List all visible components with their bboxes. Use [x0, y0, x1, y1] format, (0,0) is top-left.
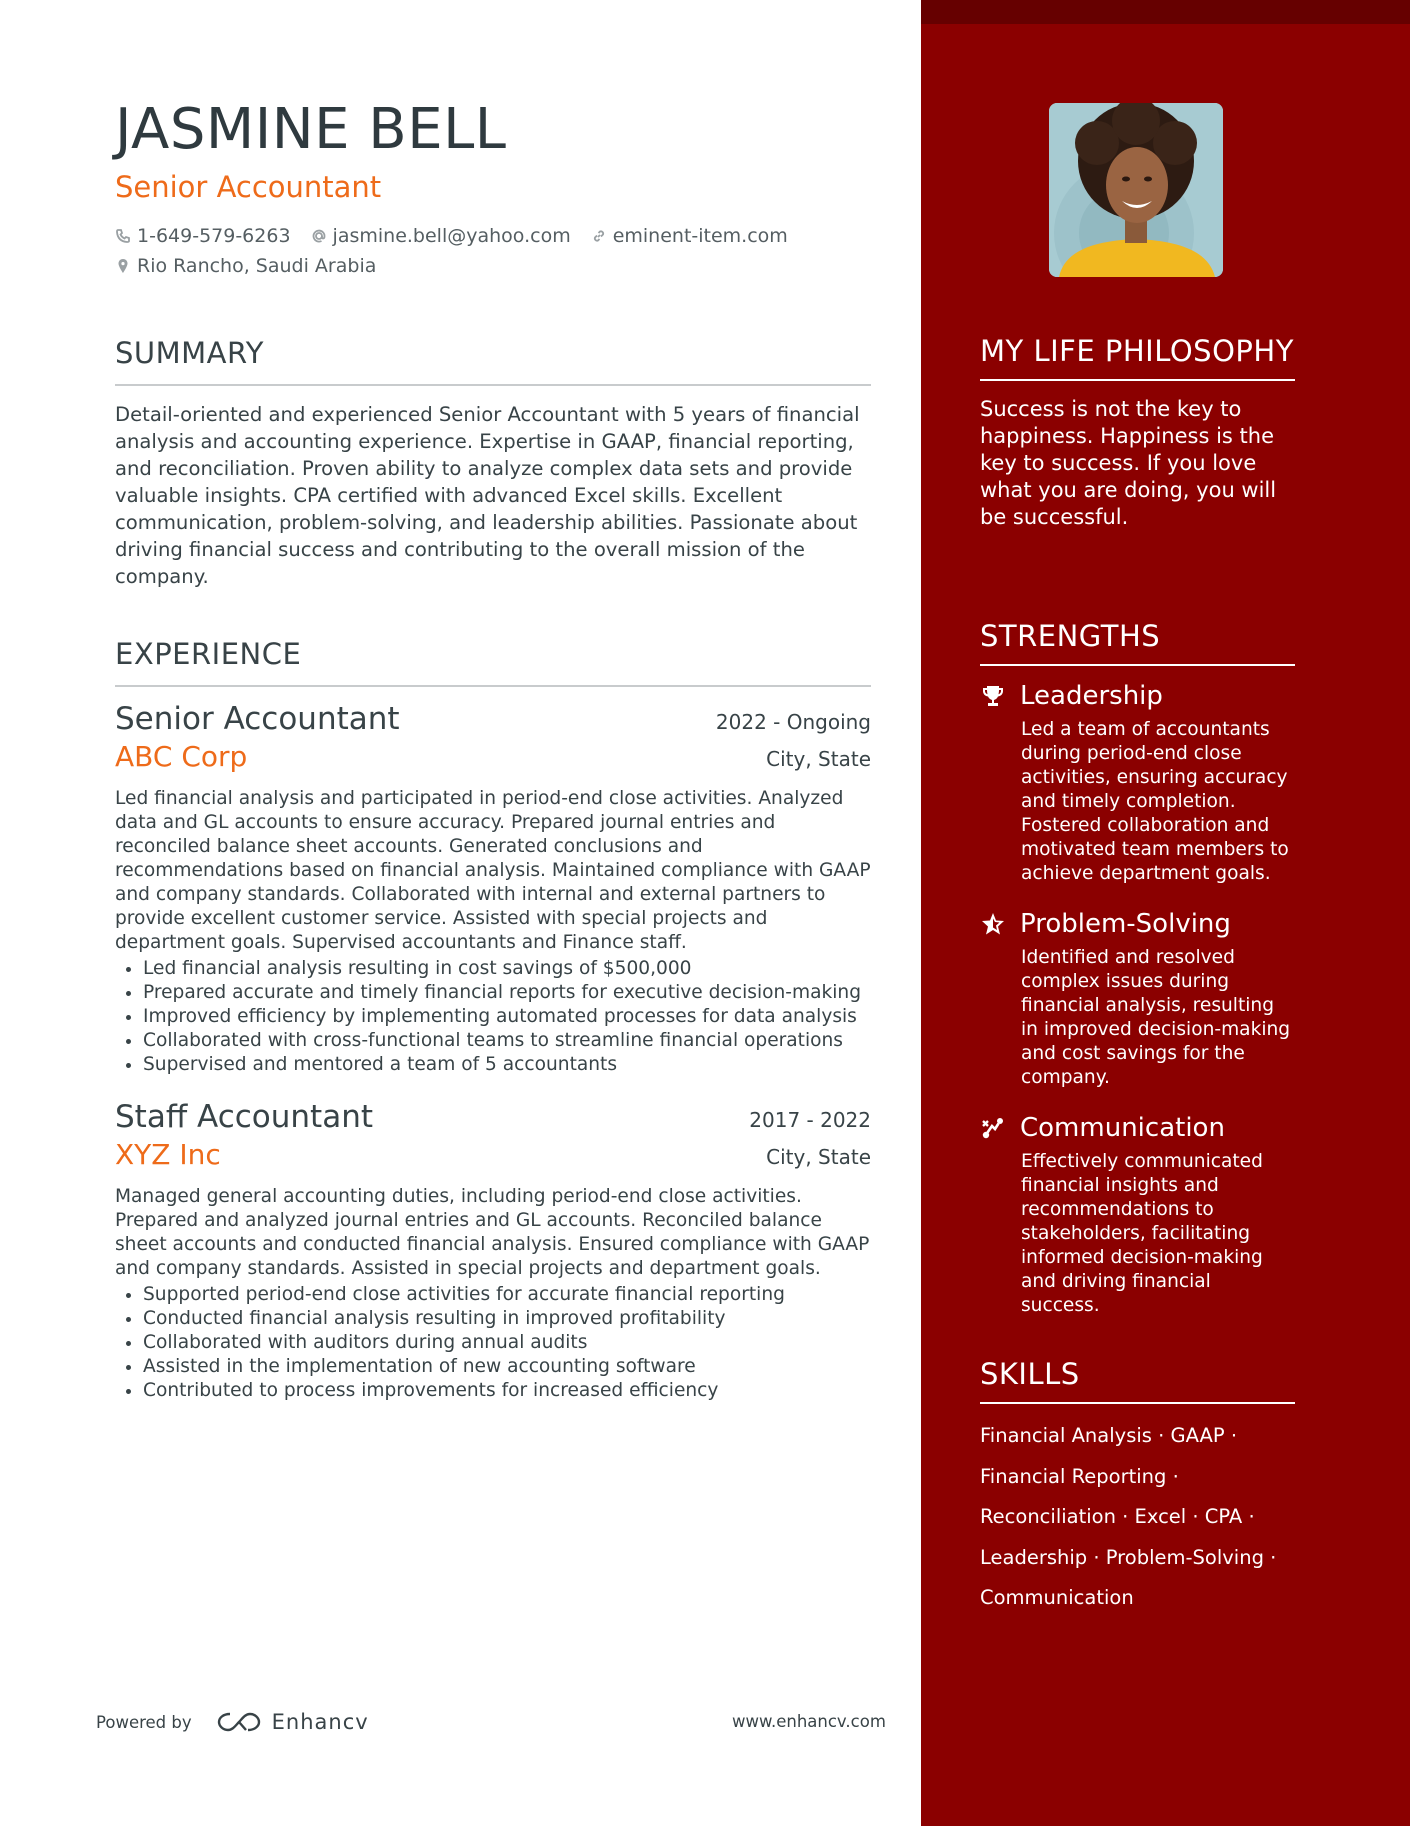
achievement-item: • Supervised and mentored a team of 5 accountants [143, 1053, 871, 1077]
experience-section [115, 636, 871, 1403]
profile-photo-illustration [1049, 103, 1223, 277]
strength-item [980, 1112, 1295, 1318]
philosophy-heading: MY LIFE PHILOSOPHY [980, 334, 1294, 368]
experience-divider [115, 685, 871, 687]
job-title: Senior Accountant [115, 701, 400, 737]
sidebar-top-band [921, 0, 1410, 24]
powered-by-label: Powered by [96, 1712, 192, 1732]
phone-text: 1-649-579-6263 [137, 225, 291, 247]
skills-section [980, 1356, 1295, 1619]
enhancv-logo-icon [216, 1710, 262, 1734]
achievement-item: • Prepared accurate and timely financial reports for executive decision-making [143, 981, 871, 1005]
location-item [115, 251, 376, 281]
skills-line: Financial Analysis · GAAP · [980, 1424, 1238, 1447]
skills-line: Communication [980, 1586, 1134, 1609]
phone-icon [115, 228, 131, 244]
strength-description: Led a team of accountants during period-end close activities, ensuring accuracy and timely completion. Fostered collaboration and motivated team members to achieve department goals. [1021, 719, 1289, 884]
trophy-icon [980, 683, 1006, 709]
link-icon [591, 228, 607, 244]
email-item[interactable] [311, 221, 571, 251]
job-location: City, State [766, 747, 871, 771]
achievement-item: • Improved efficiency by implementing automated processes for data analysis [143, 1005, 871, 1029]
contact-info [115, 221, 871, 281]
footer-url[interactable]: www.enhancv.com [732, 1712, 886, 1731]
enhancv-logo[interactable] [216, 1710, 369, 1734]
strengths-divider [980, 664, 1295, 666]
enhancv-logo-text: Enhancv [271, 1710, 369, 1734]
strength-item [980, 908, 1295, 1090]
strengths-section [980, 618, 1295, 1318]
job-achievements [115, 957, 871, 1077]
strength-item [980, 680, 1295, 886]
job-entry [115, 699, 871, 1077]
job-location: City, State [766, 1145, 871, 1169]
location-pin-icon [115, 258, 131, 274]
sidebar [921, 0, 1410, 1826]
job-description: Led financial analysis and participated in period-end close activities. Analyzed data and GL accounts to ensure accuracy. Prepared journal entries and reconciled balance sheet accounts. Generated conclusions and recommendations based on financial analysis. Maintained compliance with GAAP and company standards. Collaborated with internal and external partners to provide excellent customer service. Assisted with special projects and department goals. Supervised accountants and Finance staff. [115, 788, 871, 953]
achievement-item: • Assisted in the implementation of new accounting software [143, 1355, 871, 1379]
achievement-item: • Collaborated with auditors during annual audits [143, 1331, 871, 1355]
website-item[interactable] [591, 221, 788, 251]
skills-heading: SKILLS [980, 1357, 1080, 1391]
skills-list [980, 1416, 1295, 1619]
achievement-item: • Conducted financial analysis resulting in improved profitability [143, 1307, 871, 1331]
skills-divider [980, 1402, 1295, 1404]
achievement-item: • Collaborated with cross-functional teams to streamline financial operations [143, 1029, 871, 1053]
skills-line: Reconciliation · Excel · CPA · [980, 1505, 1255, 1528]
philosophy-section [980, 333, 1295, 531]
strength-description: Effectively communicated financial insights and recommendations to stakeholders, facilitating informed decision-making and driving financial success. [1021, 1151, 1263, 1316]
footer-branding [96, 1710, 369, 1734]
philosophy-text: Success is not the key to happiness. Happiness is the key to success. If you love what you are doing, you will be successful. [980, 397, 1277, 529]
strength-description: Identified and resolved complex issues during financial analysis, resulting in improved decision-making and cost savings for the company. [1021, 947, 1291, 1088]
summary-heading: SUMMARY [115, 336, 265, 370]
strength-name: Communication [1020, 1113, 1225, 1143]
website-text[interactable]: eminent-item.com [612, 225, 788, 247]
profile-photo [1049, 103, 1223, 277]
job-title: Staff Accountant [115, 1099, 374, 1135]
candidate-title: Senior Accountant [115, 170, 382, 204]
job-achievements [115, 1283, 871, 1403]
summary-text: Detail-oriented and experienced Senior Accountant with 5 years of financial analysis and accounting experience. Expertise in GAAP, financial reporting, and reconciliation. Proven ability to analyze complex data sets and provide valuable insights. CPA certified with advanced Excel skills. Excellent communication, problem-solving, and leadership abilities. Passionate about driving financial success and contributing to the overall mission of the company. [115, 403, 860, 588]
star-icon [980, 911, 1006, 937]
email-text[interactable]: jasmine.bell@yahoo.com [332, 225, 571, 247]
skills-line: Leadership · Problem-Solving · [980, 1545, 1277, 1569]
route-icon [980, 1115, 1006, 1141]
at-icon [311, 228, 327, 244]
experience-heading: EXPERIENCE [115, 637, 302, 671]
location-text: Rio Rancho, Saudi Arabia [137, 255, 377, 277]
phone-item [115, 221, 291, 251]
job-dates: 2017 - 2022 [749, 1108, 871, 1132]
main-column [115, 95, 871, 1401]
achievement-item: • Contributed to process improvements for increased efficiency [143, 1379, 871, 1403]
strength-name: Leadership [1020, 681, 1163, 711]
summary-divider [115, 384, 871, 386]
job-entry [115, 1097, 871, 1403]
job-description: Managed general accounting duties, including period-end close activities. Prepared and analyzed journal entries and GL accounts. Reconciled balance sheet accounts and conducted financial analysis. Ensured compliance with GAAP and company standards. Assisted in special projects and department goals. [115, 1186, 870, 1279]
candidate-name: JASMINE BELL [115, 97, 507, 162]
strengths-heading: STRENGTHS [980, 619, 1161, 653]
achievement-item: • Led financial analysis resulting in cost savings of $500,000 [143, 957, 871, 981]
job-company: ABC Corp [115, 740, 248, 773]
job-dates: 2022 - Ongoing [715, 710, 871, 734]
strength-name: Problem-Solving [1020, 909, 1231, 939]
philosophy-divider [980, 379, 1295, 381]
job-company: XYZ Inc [115, 1138, 221, 1171]
skills-line: Financial Reporting · [980, 1464, 1179, 1488]
achievement-item: • Supported period-end close activities for accurate financial reporting [143, 1283, 871, 1307]
summary-section [115, 335, 871, 590]
